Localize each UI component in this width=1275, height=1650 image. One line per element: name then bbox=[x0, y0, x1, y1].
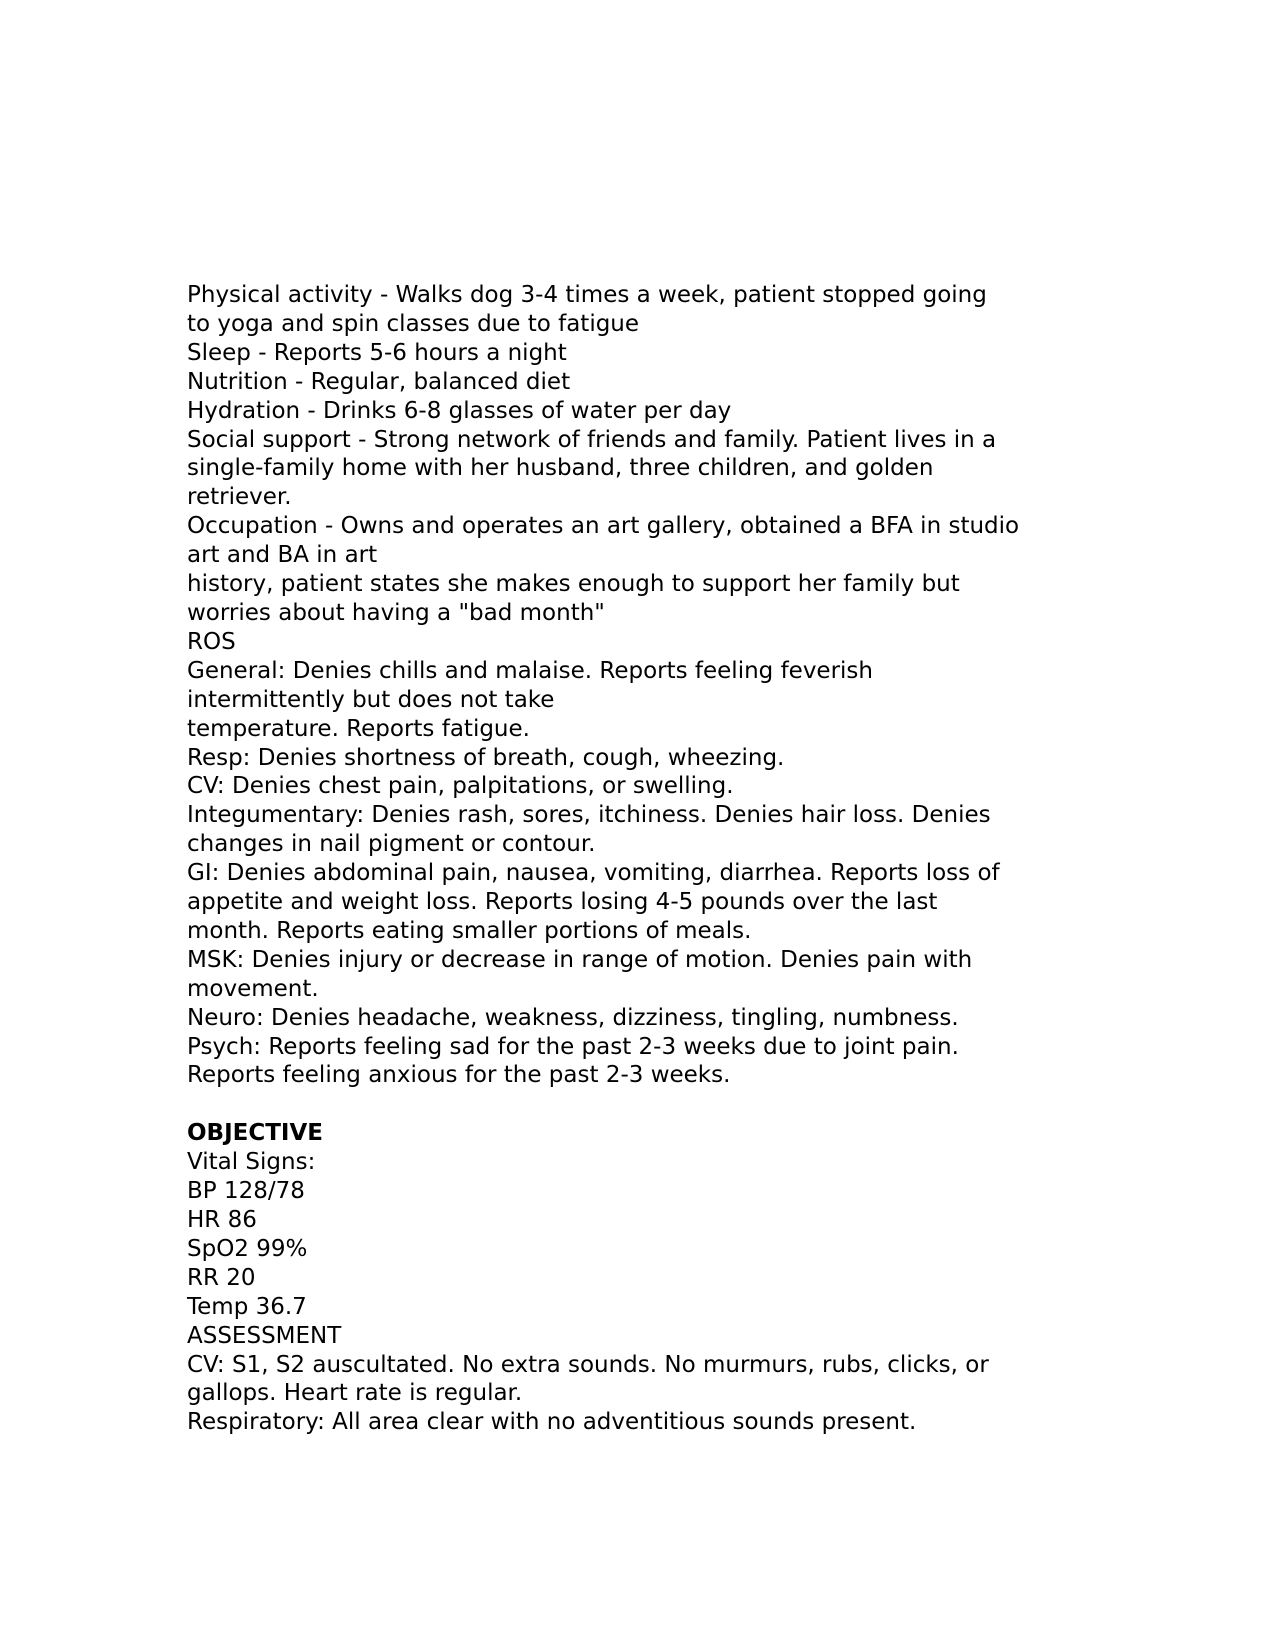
text-line: history, patient states she makes enough to support her family but bbox=[187, 571, 960, 598]
vital-temp: Temp 36.7 bbox=[187, 1293, 307, 1320]
vital-spo2: SpO2 99% bbox=[187, 1235, 308, 1262]
text-line: Occupation - Owns and operates an art gallery, obtained a BFA in studio bbox=[187, 513, 1020, 540]
text-line: General: Denies chills and malaise. Reports feeling feverish bbox=[187, 657, 873, 684]
text-line: Physical activity - Walks dog 3-4 times a week, patient stopped going bbox=[187, 282, 987, 308]
text-line: gallops. Heart rate is regular. bbox=[187, 1380, 523, 1407]
assessment-label: ASSESSMENT bbox=[187, 1322, 342, 1349]
text-line: month. Reports eating smaller portions of meals. bbox=[187, 917, 752, 944]
text-line: Integumentary: Denies rash, sores, itchiness. Denies hair loss. Denies bbox=[187, 802, 991, 829]
document-body bbox=[187, 281, 1087, 1437]
text-line: MSK: Denies injury or decrease in range of motion. Denies pain with bbox=[187, 946, 973, 973]
text-line: single-family home with her husband, three children, and golden bbox=[187, 455, 934, 482]
text-line: to yoga and spin classes due to fatigue bbox=[187, 310, 640, 337]
text-line: changes in nail pigment or contour. bbox=[187, 831, 596, 858]
objective-heading: OBJECTIVE bbox=[187, 1120, 323, 1147]
text-line: retriever. bbox=[187, 484, 292, 511]
text-line: art and BA in art bbox=[187, 542, 378, 569]
text-line: Nutrition - Regular, balanced diet bbox=[187, 368, 571, 395]
text-line: movement. bbox=[187, 975, 319, 1002]
blank-line bbox=[187, 1090, 1087, 1119]
text-line: Reports feeling anxious for the past 2-3 weeks. bbox=[187, 1062, 731, 1089]
vital-rr: RR 20 bbox=[187, 1264, 256, 1291]
ros-label: ROS bbox=[187, 628, 236, 655]
text-line: worries about having a "bad month" bbox=[187, 599, 605, 626]
vital-signs-label: Vital Signs: bbox=[187, 1149, 316, 1176]
vital-hr: HR 86 bbox=[187, 1206, 257, 1233]
text-line: CV: Denies chest pain, palpitations, or swelling. bbox=[187, 773, 734, 800]
text-line: appetite and weight loss. Reports losing 4-5 pounds over the last bbox=[187, 889, 938, 916]
text-line: Resp: Denies shortness of breath, cough, wheezing. bbox=[187, 744, 785, 771]
text-line: GI: Denies abdominal pain, nausea, vomiting, diarrhea. Reports loss of bbox=[187, 860, 1000, 887]
text-line: Neuro: Denies headache, weakness, dizziness, tingling, numbness. bbox=[187, 1004, 959, 1031]
vital-bp: BP 128/78 bbox=[187, 1178, 305, 1205]
text-line: CV: S1, S2 auscultated. No extra sounds. No murmurs, rubs, clicks, or bbox=[187, 1351, 989, 1378]
text-line: Psych: Reports feeling sad for the past 2-3 weeks due to joint pain. bbox=[187, 1033, 959, 1060]
text-line: Respiratory: All area clear with no adventitious sounds present. bbox=[187, 1409, 917, 1436]
text-line: Social support - Strong network of friends and family. Patient lives in a bbox=[187, 426, 997, 453]
text-line: Hydration - Drinks 6-8 glasses of water per day bbox=[187, 397, 732, 424]
text-line: Sleep - Reports 5-6 hours a night bbox=[187, 339, 567, 366]
text-line: intermittently but does not take bbox=[187, 686, 555, 713]
text-line: temperature. Reports fatigue. bbox=[187, 715, 530, 742]
